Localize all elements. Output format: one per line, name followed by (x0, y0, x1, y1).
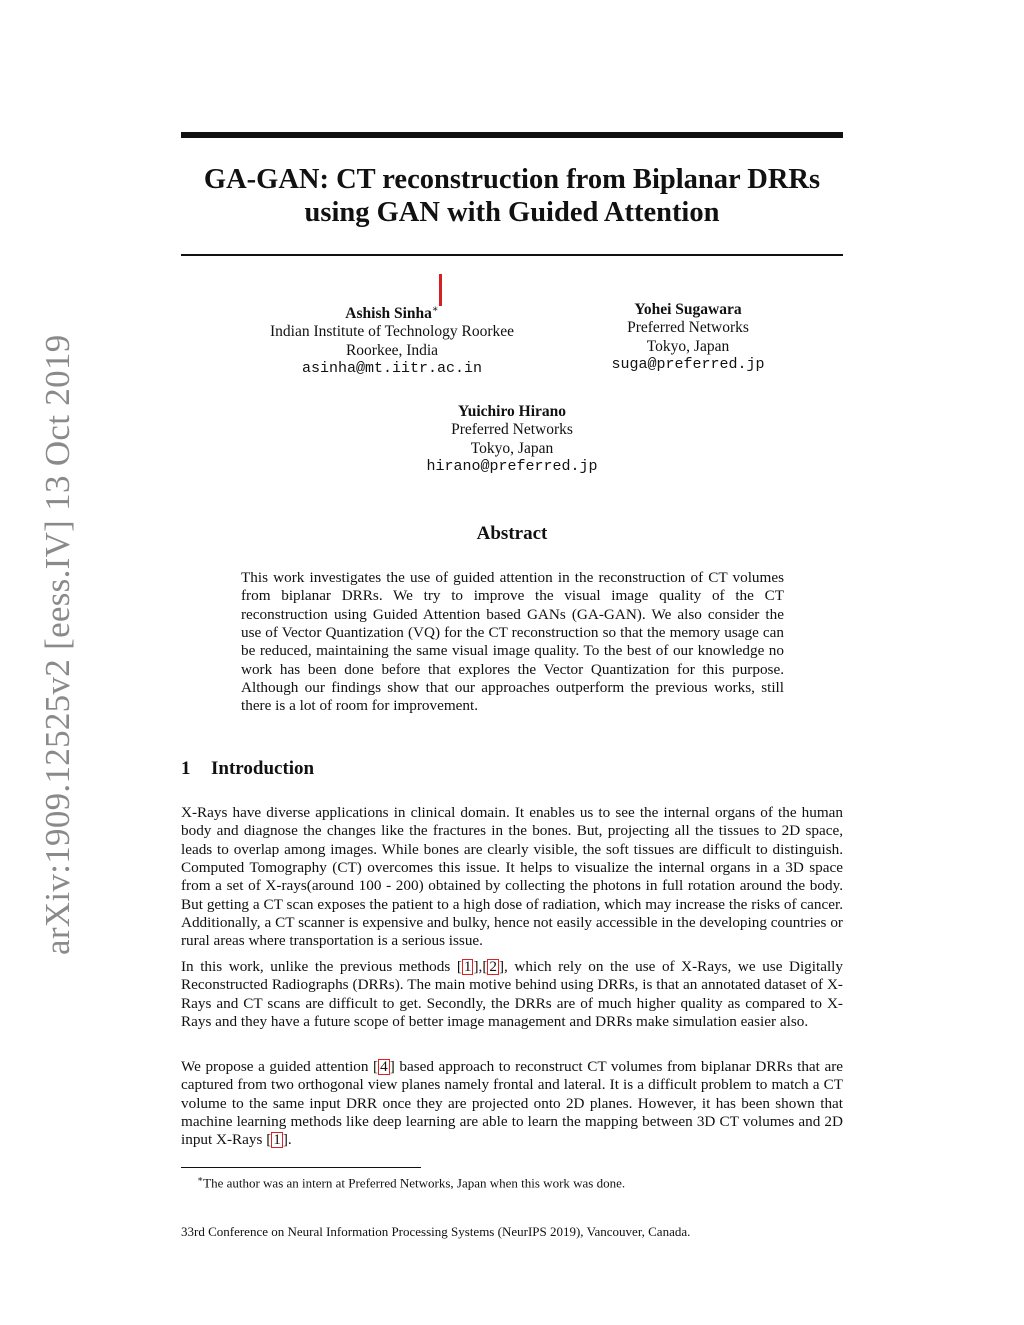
title-top-rule (181, 132, 843, 138)
footnote-mark[interactable]: ∗ (431, 304, 439, 315)
author-location: Roorkee, India (345, 341, 439, 359)
footnote-mark: ∗ (197, 1174, 204, 1184)
section-number: 1 (181, 758, 191, 779)
citation-link[interactable]: 1 (463, 958, 472, 975)
citation-link[interactable]: 1 (273, 1131, 281, 1149)
author-email-link[interactable]: hirano@preferred.jp (426, 457, 598, 475)
paper-title-line-1: GA-GAN: CT reconstruction from Biplanar DRRs (203, 164, 821, 195)
citation-link[interactable]: 2 (489, 958, 497, 975)
author-name: Yohei Sugawara (634, 301, 742, 318)
paper-title-line-2: using GAN with Guided Attention (304, 197, 720, 228)
intro-paragraph-3: We propose a guided attention [ 4 ] based approach to reconstruct CT volumes from biplanar DRRs that are captured from two orthogonal view planes namely frontal and lateral. It is a difficult problem to match a CT volume to the same input DRR once they are projected onto 2D planes. However, it has been shown that machine learning methods like deep learning are able to learn the mapping between 3D CT volumes and 2D input X-Rays [ 1 ]. (181, 1058, 844, 1149)
author-email-link[interactable]: suga@preferred.jp (611, 355, 765, 373)
author-email-link[interactable]: asinha@mt.iitr.ac.in (301, 360, 483, 378)
author-location: Tokyo, Japan (470, 439, 554, 457)
paper-title (181, 163, 843, 229)
author-location: Tokyo, Japan (646, 337, 730, 355)
footnote-text: The author was an intern at Preferred Networks, Japan when this work was done. (203, 1175, 626, 1191)
author-block-1 (232, 301, 552, 378)
abstract-heading: Abstract (476, 523, 548, 544)
section-title: Introduction (211, 758, 315, 779)
abstract-body: This work investigates the use of guided attention in the reconstruction of CT volumes from biplanar DRRs. We try to improve the visual image quality of the CT reconstruction using Guided Attention based GANs (GA-GAN). We also consider the use of Vector Quantization (VQ) for the CT reconstruction so that the memory usage can be reduced, maintaining the same visual image quality. To the best of our knowledge no work has been done before that explores the Vector Quantization for this purpose. Although our findings show that our approaches outperform the previous works, still there is a lot of room for improvement. (241, 569, 784, 715)
author-affiliation: Indian Institute of Technology Roorkee (270, 323, 514, 341)
intro-paragraph-2: In this work, unlike the previous methods [ 1 ],[ 2 ], which rely on the use of X-Rays, we use Digitally Reconstructed Radiographs (DRRs). The main motive behind using DRRs, is that an annotated dataset of X-Rays and CT scans are difficult to get. Secondly, the DRRs are of much higher quality as compared to X-Rays and they have a future scope of better image management and DRRs make simulation easier also. (181, 958, 843, 1031)
author-block-3 (392, 403, 632, 476)
author-block-2 (588, 301, 788, 374)
section-heading-introduction (181, 758, 314, 780)
intro-paragraph-1: X-Rays have diverse applications in clinical domain. It enables us to see the internal organs of the human body and diagnose the changes like the fractures in the bones. But, projecting all the tissues to 2D space, leads to overlap among images. While bones are clearly visible, the soft tissues are difficult to distinguish. Computed Tomography (CT) overcomes this issue. It helps to visualize the internal organs in a 3D space from a set of X-rays(around 100 - 200) obtained by collecting the photons in full rotation around the body. But getting a CT scan exposes the patient to a high dose of radiation, which may increase the risks of cancer. Additionally, a CT scanner is expensive and bulky, hence not easily accessible in the developing countries or rural areas where transportation is a serious issue. (181, 804, 843, 950)
footnote (197, 1171, 625, 1191)
title-bottom-rule (181, 254, 843, 256)
author-affiliation: Preferred Networks (627, 319, 749, 337)
author-affiliation: Preferred Networks (451, 421, 573, 439)
arxiv-identifier-stamp: arXiv:1909.12525v2 [eess.IV] 13 Oct 2019 (38, 334, 77, 955)
author-name: Ashish Sinha∗ (345, 304, 439, 323)
author-name: Yuichiro Hirano (457, 403, 567, 420)
citation-link[interactable]: 4 (380, 1058, 388, 1075)
footnote-rule (181, 1167, 421, 1168)
venue-footer: 33rd Conference on Neural Information Processing Systems (NeurIPS 2019), Vancouver, Canada. (181, 1224, 691, 1239)
